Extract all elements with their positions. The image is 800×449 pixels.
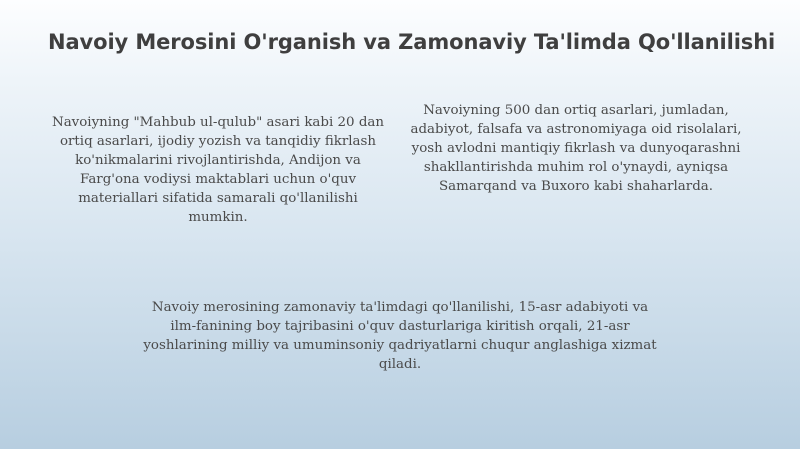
left-text-block: Navoiyning "Mahbub ul-qulub" asari kabi 20 dan ortiq asarlari, ijodiy yozish va tanqidiy fikrlash ko'nikmalarini rivojlantirishda, Andijon va Farg'ona vodiysi maktablari uchun o'quv materiallari sifatida samarali qo'llanilishi mumkin.	[51, 115, 385, 225]
bottom-text-block: Navoiy merosining zamonaviy ta'limdagi qo'llanilishi, 15-asr adabiyoti va ilm-fanining boy tajribasini o'quv dasturlariga kiritish orqali, 21-asr yoshlarining milliy va umuminsoniy qadriyatlarni chuqur anglashiga xizmat qiladi.	[143, 300, 657, 372]
right-text-block: Navoiyning 500 dan ortiq asarlari, jumladan, adabiyot, falsafa va astronomiyaga oid risolalari, yosh avlodni mantiqiy fikrlash va dunyoqarashni shakllantirishda muhim rol o'ynaydi, ayniqsa Samarqand va Buxoro kabi shaharlarda.	[410, 103, 742, 194]
slide-title: Navoiy Merosini O'rganish va Zamonaviy Ta'limda Qo'llanilishi	[48, 30, 776, 54]
